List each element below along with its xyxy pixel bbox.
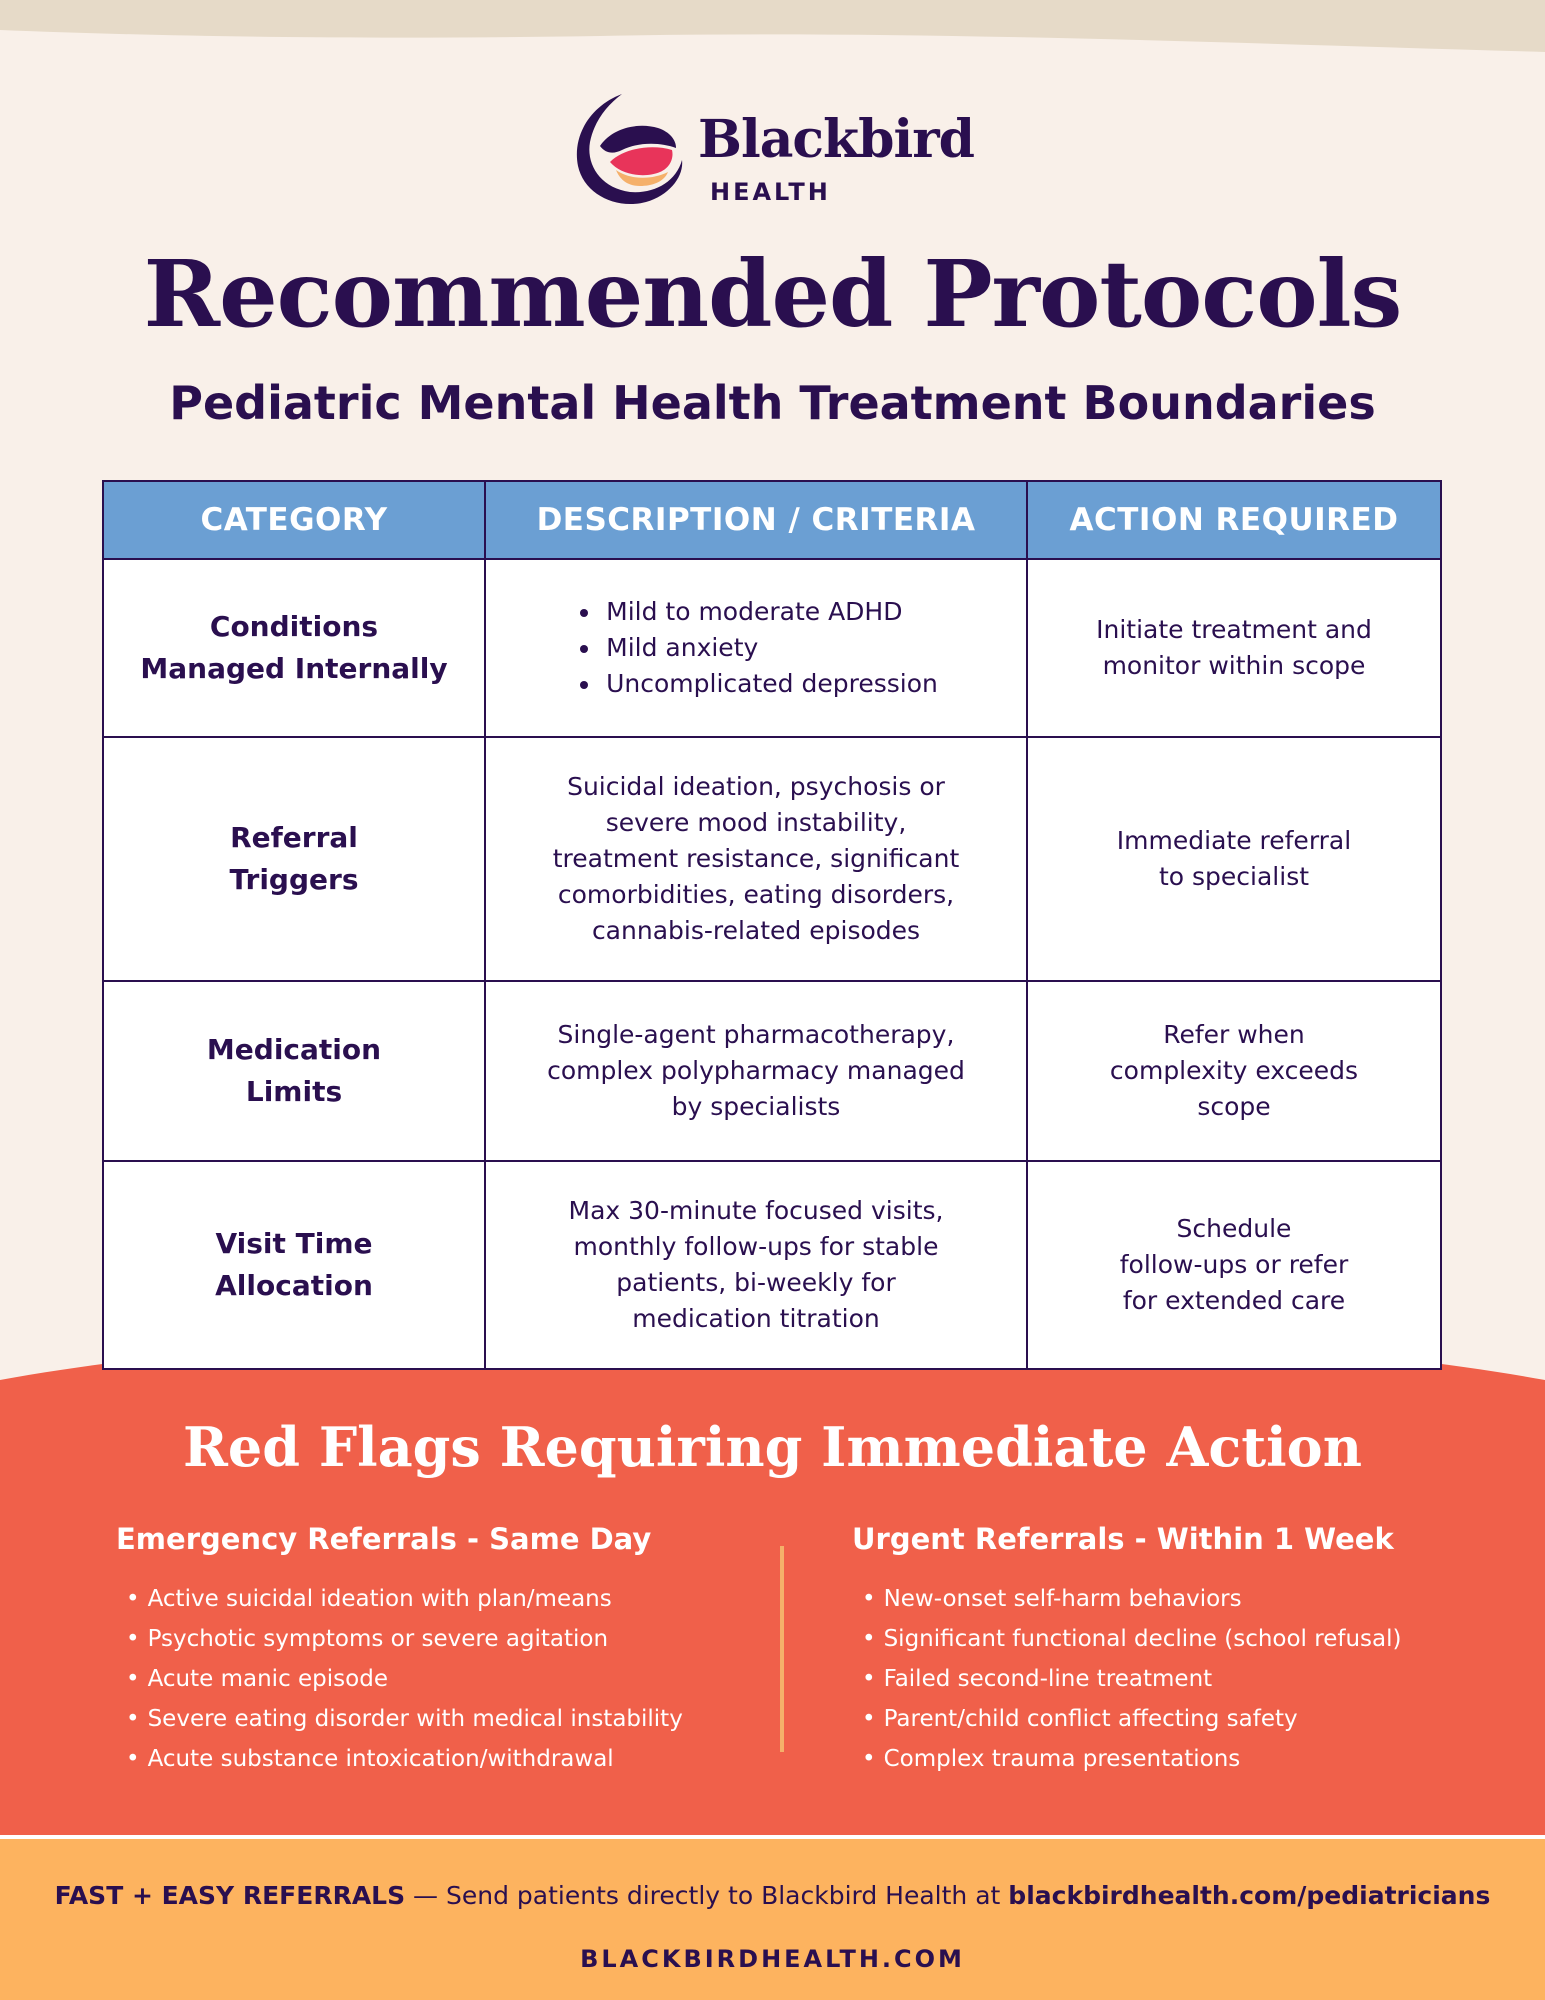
description-line: Suicidal ideation, psychosis or [567, 772, 945, 801]
description-line: treatment resistance, significant [552, 844, 960, 873]
description-line: patients, bi-weekly for [616, 1268, 896, 1297]
referral-lead: FAST + EASY REFERRALS [54, 1881, 406, 1910]
description-cell [486, 982, 1028, 1160]
category-line: Triggers [229, 863, 359, 896]
urgent-referrals [852, 1522, 1472, 1779]
description-line: monthly follow-ups for stable [573, 1232, 939, 1261]
list-item: • Complex trauma presentations [852, 1739, 1472, 1779]
action-line: Initiate treatment and [1096, 615, 1372, 644]
header-action: ACTION REQUIRED [1069, 502, 1399, 538]
emergency-referrals [116, 1522, 736, 1779]
description-line: cannabis-related episodes [591, 916, 921, 945]
category-cell [104, 982, 486, 1160]
top-wave-band [0, 0, 1545, 60]
category-line: Referral [230, 821, 358, 854]
action-cell [1028, 1162, 1440, 1368]
action-line: to specialist [1158, 862, 1310, 891]
action-line: for extended care [1122, 1286, 1346, 1315]
emergency-heading: Emergency Referrals - Same Day [116, 1522, 652, 1556]
list-item: • Active suicidal ideation with plan/means [116, 1579, 736, 1619]
table-row [104, 736, 1440, 980]
logo-wordmark: Blackbird [698, 109, 974, 170]
category-line: Managed Internally [140, 652, 448, 685]
list-item: • Significant functional decline (school refusal) [852, 1619, 1472, 1659]
website-link[interactable]: BLACKBIRDHEALTH.COM [580, 1945, 965, 1973]
list-item: • Severe eating disorder with medical instability [116, 1699, 736, 1739]
referral-callout [0, 1881, 1545, 1910]
action-line: follow-ups or refer [1119, 1250, 1349, 1279]
category-cell [104, 738, 486, 980]
list-item: Mild to moderate ADHD [574, 594, 938, 630]
description-line: by specialists [671, 1092, 841, 1121]
category-line: Visit Time [215, 1227, 373, 1260]
category-line: Medication [206, 1033, 382, 1066]
category-line: Allocation [215, 1269, 373, 1302]
list-item: • Acute manic episode [116, 1659, 736, 1699]
action-line: complexity exceeds [1109, 1056, 1359, 1085]
page-title: Recommended Protocols [143, 240, 1402, 348]
description-line: Max 30-minute focused visits, [568, 1196, 944, 1225]
column-divider [780, 1546, 784, 1752]
red-flags-title: Red Flags Requiring Immediate Action [183, 1415, 1362, 1479]
action-cell [1028, 738, 1440, 980]
description-line: complex polypharmacy managed [547, 1056, 965, 1085]
action-line: Refer when [1163, 1020, 1305, 1049]
referral-link[interactable]: blackbirdhealth.com/pediatricians [1008, 1881, 1491, 1910]
list-item: • Acute substance intoxication/withdrawal [116, 1739, 736, 1779]
footer-banner [0, 1835, 1545, 2000]
list-item: Uncomplicated depression [574, 666, 938, 702]
action-line: monitor within scope [1102, 651, 1366, 680]
description-cell [486, 560, 1028, 736]
description-line: medication titration [632, 1304, 880, 1333]
description-line: severe mood instability, [605, 808, 907, 837]
action-line: scope [1197, 1092, 1271, 1121]
table-row [104, 1160, 1440, 1368]
blackbird-logo-icon [560, 88, 688, 216]
emergency-list [116, 1579, 736, 1779]
list-item: Mild anxiety [574, 630, 938, 666]
brand-logo[interactable] [560, 88, 1000, 216]
referral-text: Send patients directly to Blackbird Health at [446, 1881, 1009, 1910]
header-description: DESCRIPTION / CRITERIA [486, 482, 1028, 558]
list-item: • Failed second-line treatment [852, 1659, 1472, 1699]
list-item: • Parent/child conflict affecting safety [852, 1699, 1472, 1739]
referral-dash: — [405, 1881, 447, 1910]
condition-list [574, 594, 938, 702]
table-header-row [104, 482, 1440, 558]
list-item: • New-onset self-harm behaviors [852, 1579, 1472, 1619]
description-cell [486, 1162, 1028, 1368]
description-line: Single-agent pharmacotherapy, [557, 1020, 955, 1049]
table-row [104, 558, 1440, 736]
category-cell [104, 1162, 486, 1368]
action-line: Immediate referral [1116, 826, 1352, 855]
action-line: Schedule [1176, 1214, 1292, 1243]
category-line: Conditions [209, 610, 379, 643]
action-cell [1028, 560, 1440, 736]
page-subtitle: Pediatric Mental Health Treatment Boundaries [169, 376, 1376, 430]
category-line: Limits [245, 1075, 343, 1108]
list-item: • Psychotic symptoms or severe agitation [116, 1619, 736, 1659]
logo-subtitle: HEALTH [710, 178, 831, 206]
urgent-heading: Urgent Referrals - Within 1 Week [852, 1522, 1394, 1556]
table-row [104, 980, 1440, 1160]
urgent-list [852, 1579, 1472, 1779]
description-line: comorbidities, eating disorders, [557, 880, 955, 909]
protocols-table [102, 480, 1442, 1370]
description-cell [486, 738, 1028, 980]
header-category: CATEGORY [104, 482, 486, 558]
action-cell [1028, 982, 1440, 1160]
category-cell [104, 560, 486, 736]
